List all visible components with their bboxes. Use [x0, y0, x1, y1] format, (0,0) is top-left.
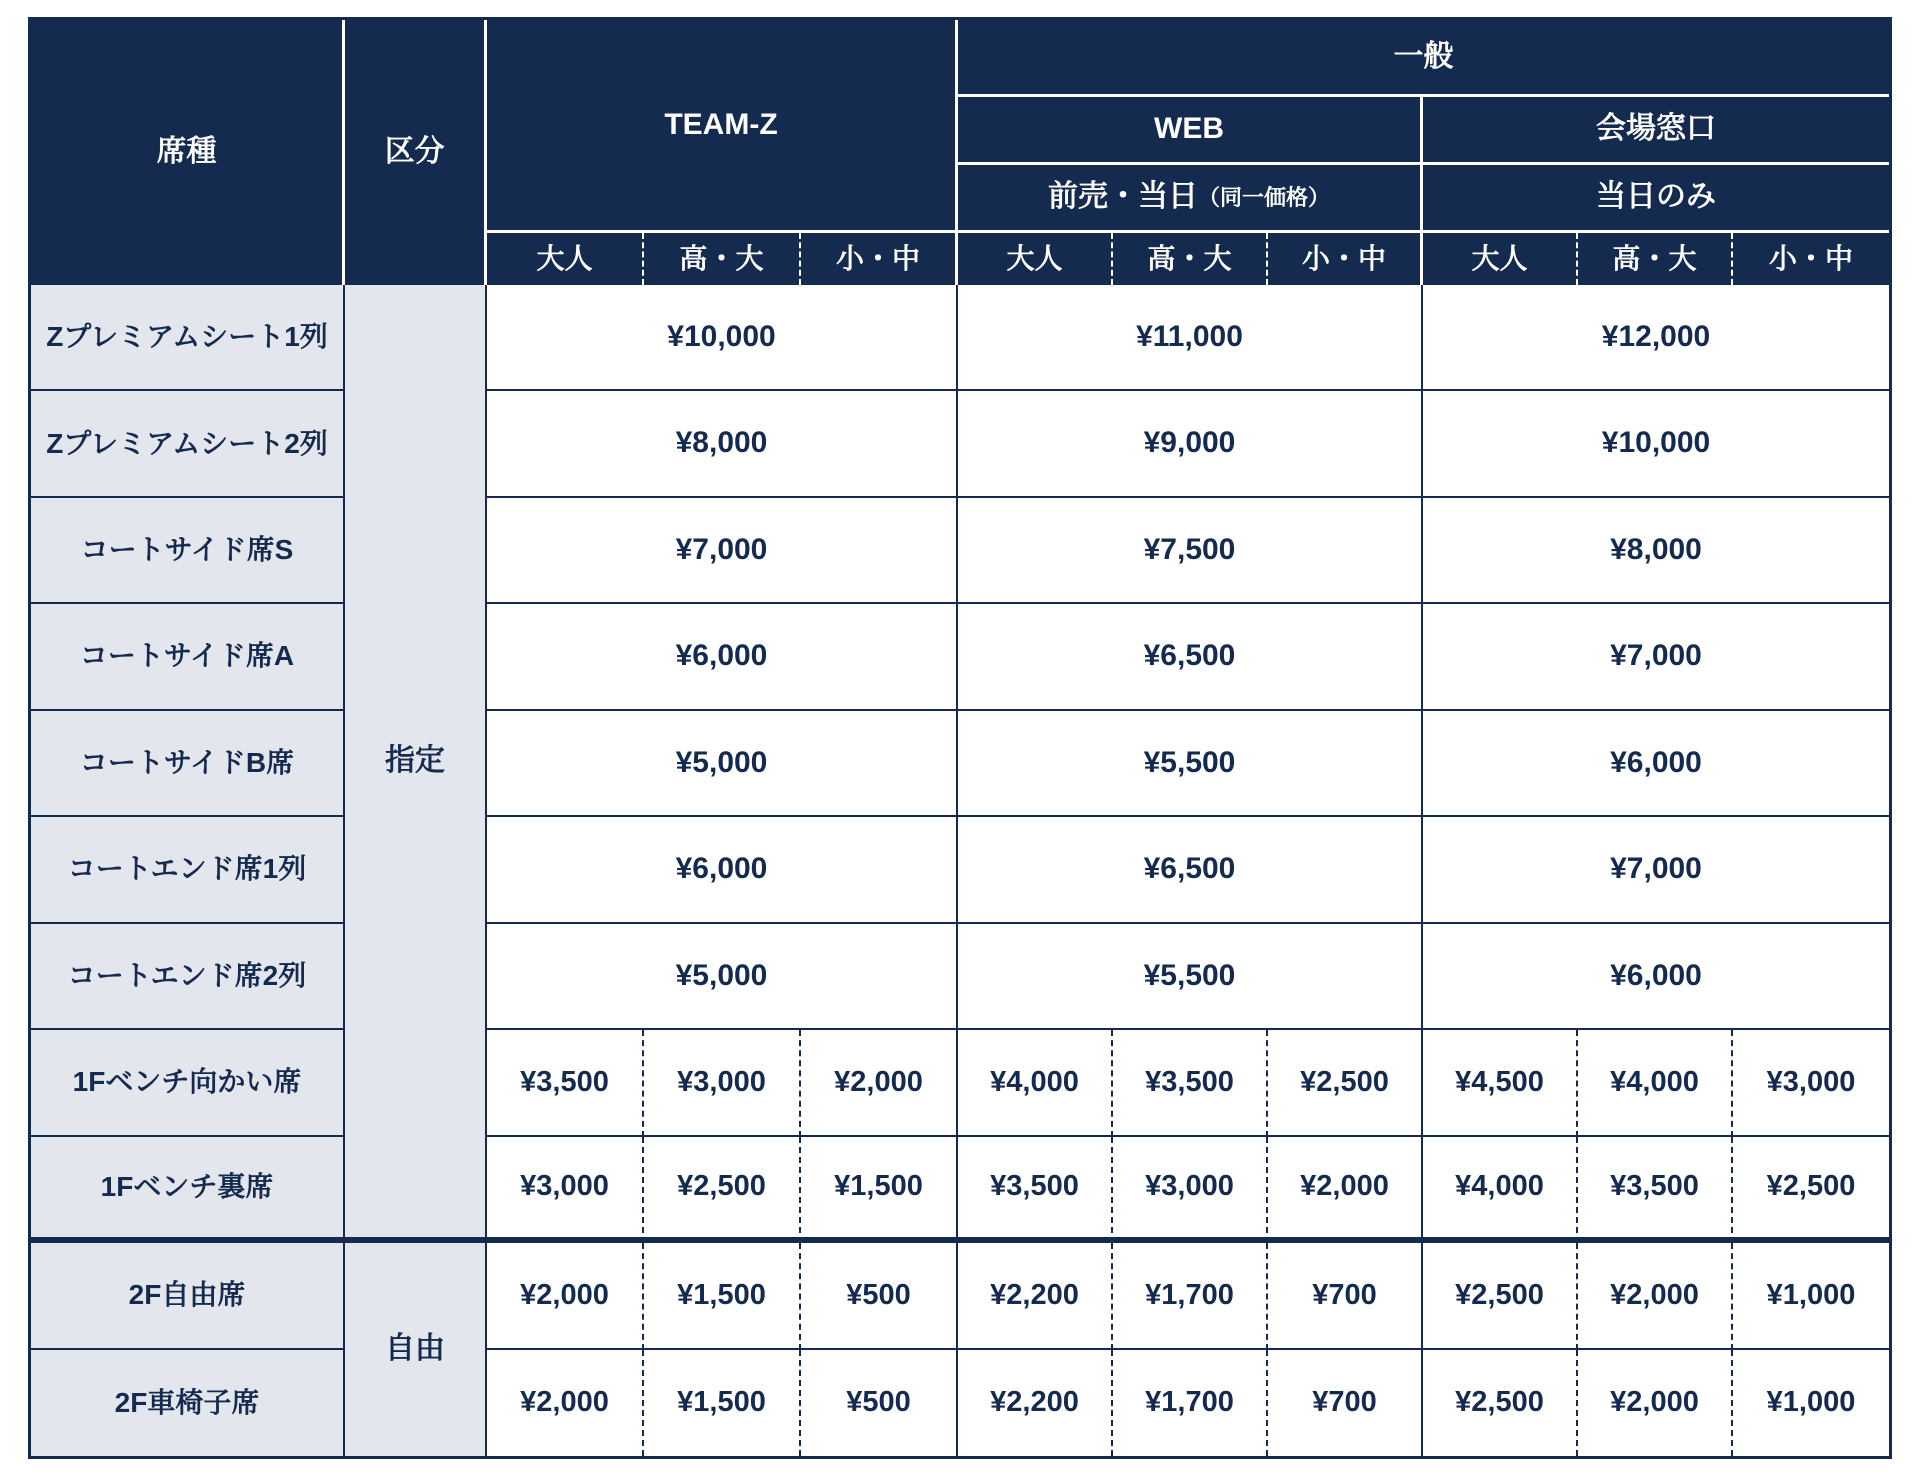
- price-cell: ¥6,000: [1423, 711, 1889, 817]
- price-cell: ¥6,000: [487, 817, 958, 923]
- price-cell: ¥3,500: [958, 1137, 1113, 1243]
- price-cell: ¥7,000: [487, 498, 958, 604]
- price-cell: ¥2,500: [1733, 1137, 1889, 1243]
- seat-label: コートサイド席S: [31, 498, 345, 604]
- price-cell: ¥7,000: [1423, 604, 1889, 710]
- price-cell: ¥3,500: [1578, 1137, 1733, 1243]
- seat-type-header: 席種: [31, 20, 345, 285]
- presale-note: （同一価格）: [1197, 184, 1330, 210]
- seat-label: コートエンド席1列: [31, 817, 345, 923]
- price-cell: ¥3,000: [487, 1137, 644, 1243]
- price-cell: ¥6,500: [958, 604, 1423, 710]
- price-cell: ¥3,500: [1113, 1030, 1268, 1136]
- price-cell: ¥7,000: [1423, 817, 1889, 923]
- day-only-header: 当日のみ: [1423, 165, 1889, 233]
- price-cell: ¥5,000: [487, 711, 958, 817]
- price-cell: ¥8,000: [1423, 498, 1889, 604]
- age-group-header-web-hs: 高・大: [1113, 233, 1268, 285]
- price-cell: ¥3,500: [487, 1030, 644, 1136]
- venue-counter-header: 会場窓口: [1423, 97, 1889, 165]
- price-cell: ¥2,500: [1423, 1350, 1578, 1456]
- teamz-header: TEAM-Z: [487, 20, 958, 233]
- presale-label: 前売・当日: [1047, 180, 1198, 214]
- age-group-header-web-kids: 小・中: [1268, 233, 1423, 285]
- web-header: WEB: [958, 97, 1423, 165]
- price-cell: ¥1,700: [1113, 1350, 1268, 1456]
- seat-label: コートエンド席2列: [31, 924, 345, 1030]
- price-cell: ¥1,000: [1733, 1350, 1889, 1456]
- age-group-header-teamz-kids: 小・中: [801, 233, 958, 285]
- price-cell: ¥2,200: [958, 1350, 1113, 1456]
- category-reserved-cell: 指定: [345, 285, 487, 1243]
- price-table: [28, 17, 1892, 1459]
- price-cell: ¥1,500: [644, 1243, 801, 1349]
- price-cell: ¥500: [801, 1243, 958, 1349]
- price-cell: ¥4,500: [1423, 1030, 1578, 1136]
- price-cell: ¥2,000: [1578, 1350, 1733, 1456]
- price-cell: ¥9,000: [958, 391, 1423, 497]
- price-cell: ¥700: [1268, 1243, 1423, 1349]
- price-cell: ¥6,500: [958, 817, 1423, 923]
- price-cell: ¥6,000: [487, 604, 958, 710]
- price-cell: ¥4,000: [1423, 1137, 1578, 1243]
- price-cell: ¥5,500: [958, 924, 1423, 1030]
- price-cell: ¥1,500: [801, 1137, 958, 1243]
- presale-header: [958, 165, 1423, 233]
- seat-label: Zプレミアムシート1列: [31, 285, 345, 391]
- age-group-header-teamz-hs: 高・大: [644, 233, 801, 285]
- price-cell: ¥3,000: [1113, 1137, 1268, 1243]
- age-group-header-venue-adult: 大人: [1423, 233, 1578, 285]
- seat-label: Zプレミアムシート2列: [31, 391, 345, 497]
- seat-label: コートサイドB席: [31, 711, 345, 817]
- seat-label: 1Fベンチ向かい席: [31, 1030, 345, 1136]
- price-cell: ¥5,500: [958, 711, 1423, 817]
- price-cell: ¥2,000: [801, 1030, 958, 1136]
- price-cell: ¥11,000: [958, 285, 1423, 391]
- seat-label: 2F車椅子席: [31, 1350, 345, 1456]
- price-cell: ¥6,000: [1423, 924, 1889, 1030]
- price-cell: ¥2,200: [958, 1243, 1113, 1349]
- price-cell: ¥1,000: [1733, 1243, 1889, 1349]
- price-cell: ¥3,000: [1733, 1030, 1889, 1136]
- price-cell: ¥1,500: [644, 1350, 801, 1456]
- seat-label: 2F自由席: [31, 1243, 345, 1349]
- age-group-header-venue-kids: 小・中: [1733, 233, 1889, 285]
- price-cell: ¥2,500: [1423, 1243, 1578, 1349]
- age-group-header-web-adult: 大人: [958, 233, 1113, 285]
- seat-label: コートサイド席A: [31, 604, 345, 710]
- age-group-header-venue-hs: 高・大: [1578, 233, 1733, 285]
- price-cell: ¥2,000: [487, 1243, 644, 1349]
- general-header: 一般: [958, 20, 1889, 97]
- price-cell: ¥1,700: [1113, 1243, 1268, 1349]
- price-cell: ¥2,500: [644, 1137, 801, 1243]
- price-cell: ¥2,000: [487, 1350, 644, 1456]
- price-cell: ¥7,500: [958, 498, 1423, 604]
- price-cell: ¥2,000: [1268, 1137, 1423, 1243]
- price-cell: ¥3,000: [644, 1030, 801, 1136]
- category-header: 区分: [345, 20, 487, 285]
- price-cell: ¥10,000: [1423, 391, 1889, 497]
- price-cell: ¥2,500: [1268, 1030, 1423, 1136]
- price-cell: ¥700: [1268, 1350, 1423, 1456]
- price-cell: ¥500: [801, 1350, 958, 1456]
- seat-label: 1Fベンチ裏席: [31, 1137, 345, 1243]
- price-cell: ¥2,000: [1578, 1243, 1733, 1349]
- price-cell: ¥4,000: [958, 1030, 1113, 1136]
- category-free-cell: 自由: [345, 1243, 487, 1456]
- price-cell: ¥4,000: [1578, 1030, 1733, 1136]
- age-group-header-teamz-adult: 大人: [487, 233, 644, 285]
- price-cell: ¥10,000: [487, 285, 958, 391]
- price-cell: ¥12,000: [1423, 285, 1889, 391]
- price-cell: ¥5,000: [487, 924, 958, 1030]
- price-cell: ¥8,000: [487, 391, 958, 497]
